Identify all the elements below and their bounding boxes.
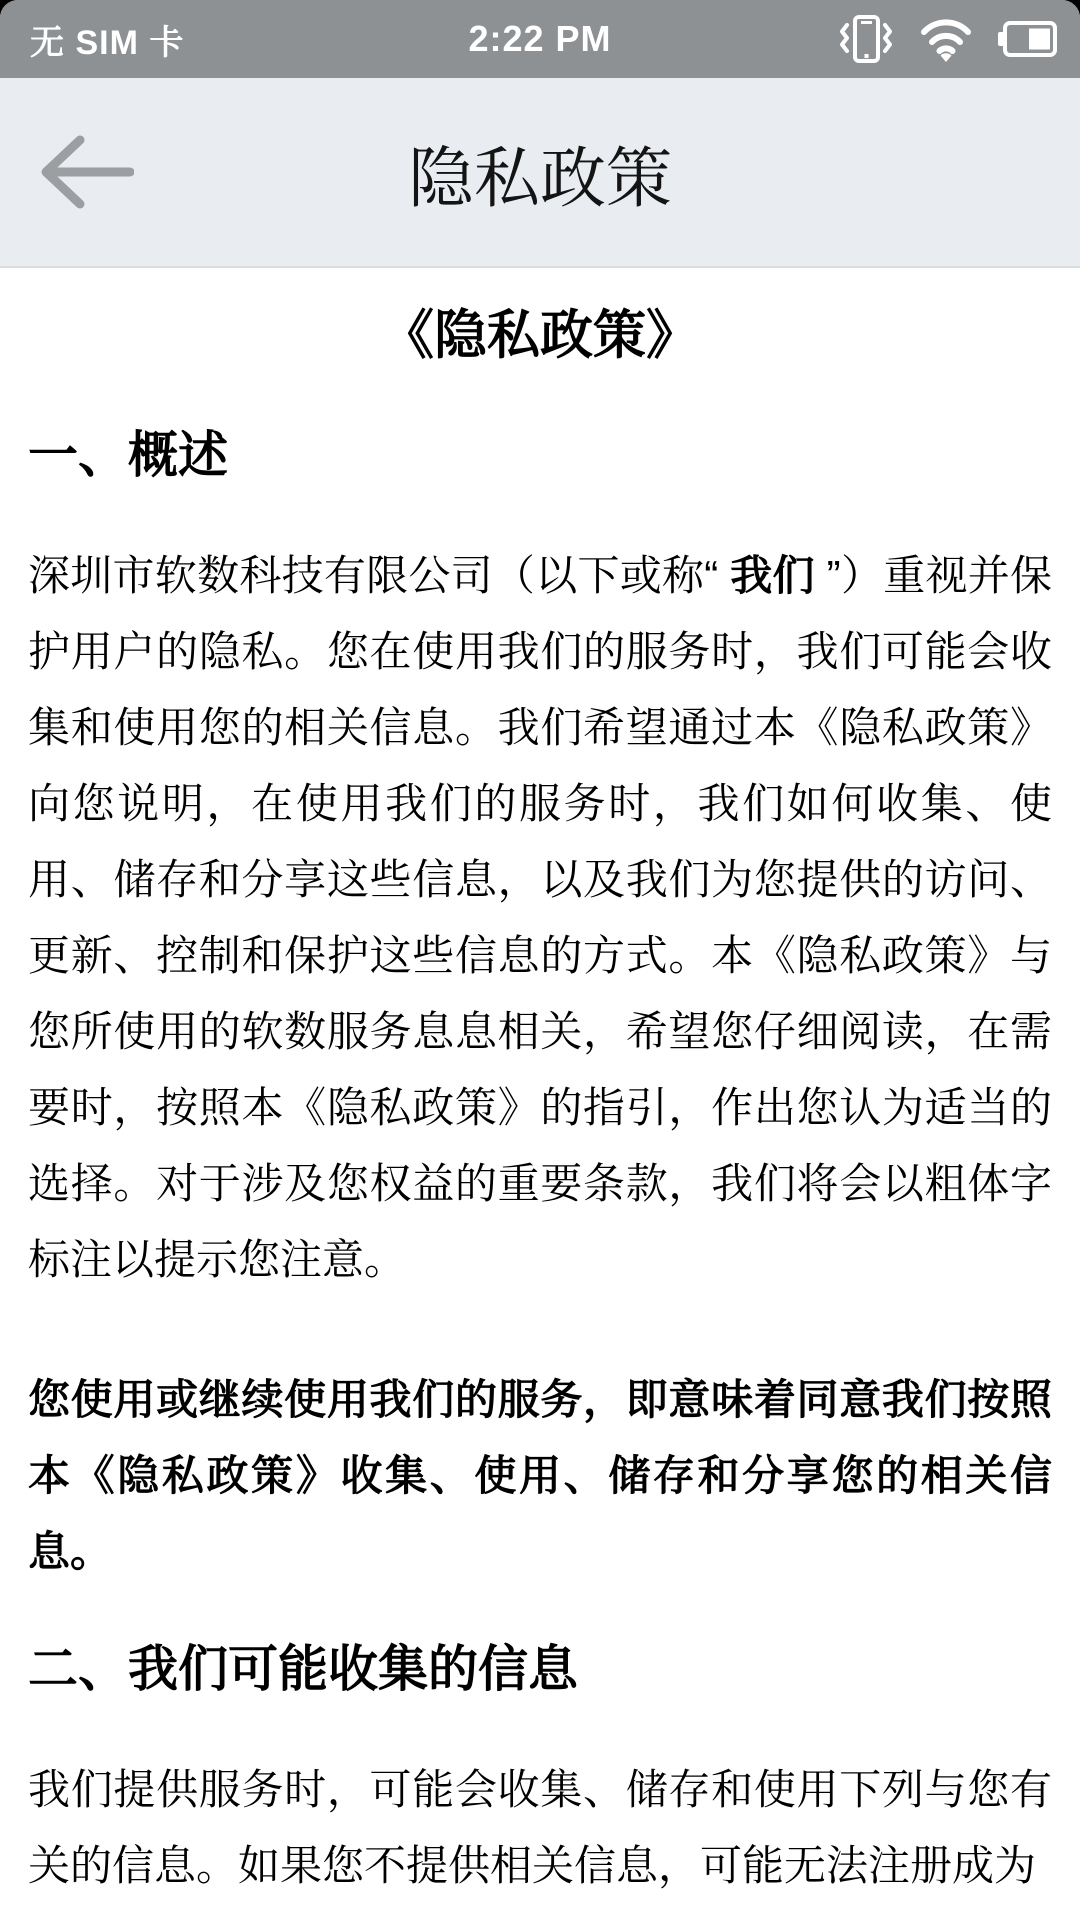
paragraph-overview bbox=[28, 538, 1052, 1298]
overview-text-bold-we: 我们 bbox=[730, 552, 815, 599]
app-bar bbox=[0, 78, 1080, 268]
page-title: 隐私政策 bbox=[408, 140, 672, 215]
policy-content[interactable] bbox=[0, 268, 1080, 1920]
battery-icon bbox=[996, 19, 1058, 59]
wifi-icon bbox=[918, 15, 974, 63]
section-heading-collected-info: 二、我们可能收集的信息 bbox=[28, 1641, 578, 1697]
overview-text-before: 深圳市软数科技有限公司（以下或称“ bbox=[28, 552, 731, 599]
status-icons bbox=[836, 12, 1058, 66]
section-heading-overview: 一、概述 bbox=[28, 427, 228, 483]
overview-text-after: ”）重视并保护用户的隐私。您在使用我们的服务时，我们可能会收集和使用您的相关信息。我们希望通过本《隐私政策》向您说明，在使用我们的服务时，我们如何收集、使用、储存和分享这些信息，以及我们为您提供的访问、更新、控制和保护这些信息的方式。本《隐私政策》与您所使用的软数服务息息相关，希望您仔细阅读，在需要时，按照本《隐私政策》的指引，作出您认为适当的选择。对于涉及您权益的重要条款，我们将会以粗体字标注以提示您注意。 bbox=[28, 552, 1053, 1283]
status-bar bbox=[0, 0, 1080, 78]
document-title: 《隐私政策》 bbox=[381, 306, 699, 365]
back-button[interactable] bbox=[34, 117, 144, 227]
vibrate-icon bbox=[836, 12, 896, 66]
back-arrow-icon bbox=[34, 134, 134, 210]
clock-label: 2:22 PM bbox=[468, 18, 612, 59]
carrier-label: 无 SIM 卡 bbox=[30, 23, 185, 62]
paragraph-collected-info: 我们提供服务时，可能会收集、储存和使用下列与您有关的信息。如果您不提供相关信息，可能无法注册成为 bbox=[28, 1766, 1052, 1889]
paragraph-consent: 您使用或继续使用我们的服务，即意味着同意我们按照本《隐私政策》收集、使用、储存和分享您的相关信息。 bbox=[28, 1376, 1052, 1575]
